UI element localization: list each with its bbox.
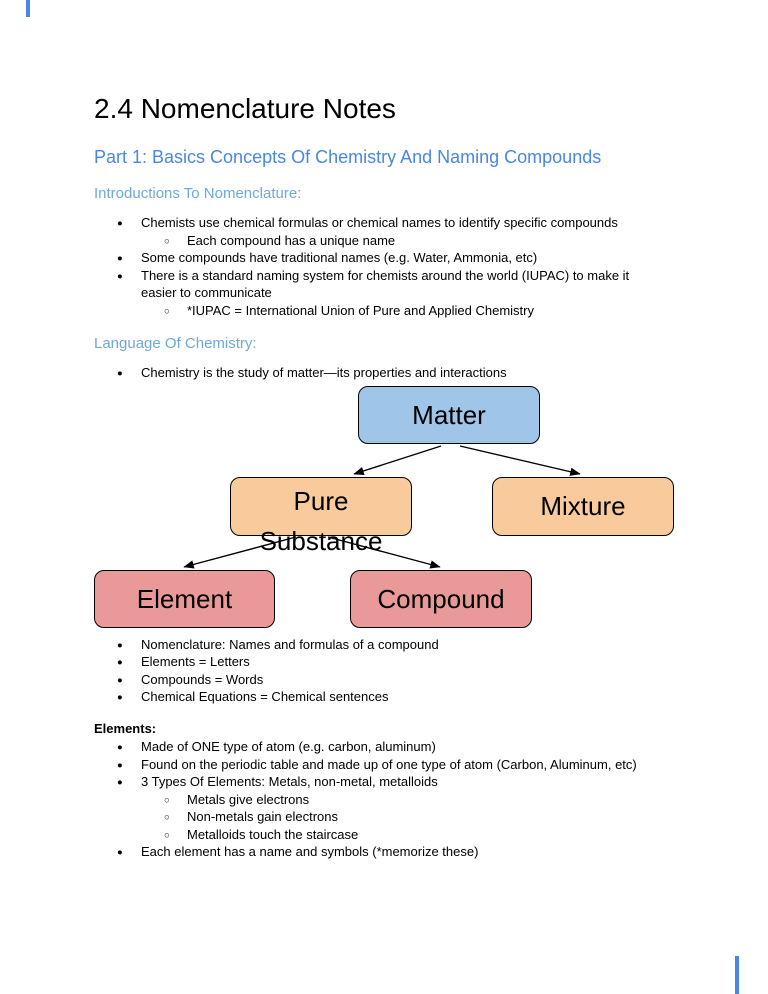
list-item <box>141 636 646 654</box>
arrow-matter-to-mixture <box>460 446 580 474</box>
elements-bullet-list <box>141 738 676 861</box>
bullet-text: Made of ONE type of atom (e.g. carbon, aluminum) <box>141 739 436 754</box>
list-item <box>141 738 646 756</box>
node-label: Matter <box>412 399 486 430</box>
diagram-node-compound <box>350 570 532 628</box>
node-label: Compound <box>377 583 505 614</box>
list-item <box>187 808 646 826</box>
diagram-node-element <box>94 570 275 628</box>
language-bullet-list <box>141 364 676 382</box>
bullet-text: Each element has a name and symbols (*memorize these) <box>141 844 479 859</box>
list-item <box>141 249 646 267</box>
list-item <box>187 791 646 809</box>
margin-guide-bottom-right <box>735 956 739 994</box>
bullet-text: Chemical Equations = Chemical sentences <box>141 689 389 704</box>
bullet-text: Metalloids touch the staircase <box>187 826 359 842</box>
bullet-text: Elements = Letters <box>141 654 250 669</box>
diagram-node-pure <box>230 477 412 556</box>
list-item <box>141 773 646 843</box>
bullet-text: Nomenclature: Names and formulas of a compound <box>141 636 439 652</box>
bullet-text: Non-metals gain electrons <box>187 809 339 824</box>
list-item <box>141 364 646 382</box>
matter-classification-diagram[interactable] <box>0 384 768 632</box>
node-label: Mixture <box>540 491 626 521</box>
arrow-matter-to-pure <box>354 446 441 474</box>
node-label-clipped: Substance <box>259 525 383 556</box>
list-item <box>141 653 646 671</box>
node-label: Pure <box>293 485 349 516</box>
node-label: Element <box>136 583 233 614</box>
bullet-text: Metals give electrons <box>187 791 310 807</box>
bullet-text: *IUPAC = International Union of Pure and Applied Chemistry <box>187 302 534 318</box>
intro-bullet-list <box>141 214 676 319</box>
bullet-text: There is a standard naming system for chemists around the world (IUPAC) to make it easier to communicate <box>141 267 630 300</box>
bullet-text: Some compounds have traditional names (e.g. Water, Ammonia, etc) <box>141 250 538 265</box>
intro-heading: Introductions To Nomenclature: <box>94 185 302 202</box>
list-item <box>141 671 646 689</box>
list-item <box>141 843 646 861</box>
list-item <box>141 688 646 706</box>
list-item <box>141 214 646 249</box>
list-item <box>141 267 646 320</box>
bullet-text: Chemists use chemical formulas or chemical names to identify specific compounds <box>141 215 618 230</box>
part1-heading: Part 1: Basics Concepts Of Chemistry And Naming Compounds <box>94 147 602 167</box>
bullet-text: Each compound has a unique name <box>187 232 396 248</box>
list-item <box>187 232 646 250</box>
sub-bullet-list <box>187 791 646 844</box>
bullet-text: Compounds = Words <box>141 671 264 687</box>
diagram-node-mixture <box>492 477 674 536</box>
bullet-text: 3 Types Of Elements: Metals, non-metal, metalloids <box>141 774 438 789</box>
list-item <box>187 826 646 844</box>
bullet-text: Chemistry is the study of matter—its properties and interactions <box>141 365 507 380</box>
list-item <box>141 756 646 774</box>
margin-guide-top-left <box>26 0 30 17</box>
sub-bullet-list <box>187 232 646 250</box>
nomenclature-bullet-list <box>141 636 676 706</box>
sub-bullet-list <box>187 302 646 320</box>
language-heading: Language Of Chemistry: <box>94 335 257 352</box>
diagram-node-matter <box>358 386 540 444</box>
list-item <box>187 302 646 320</box>
elements-heading: Elements: <box>94 720 157 736</box>
bullet-text: Found on the periodic table and made up of one type of atom (Carbon, Aluminum, etc) <box>141 756 637 772</box>
page-title: 2.4 Nomenclature Notes <box>94 93 396 124</box>
